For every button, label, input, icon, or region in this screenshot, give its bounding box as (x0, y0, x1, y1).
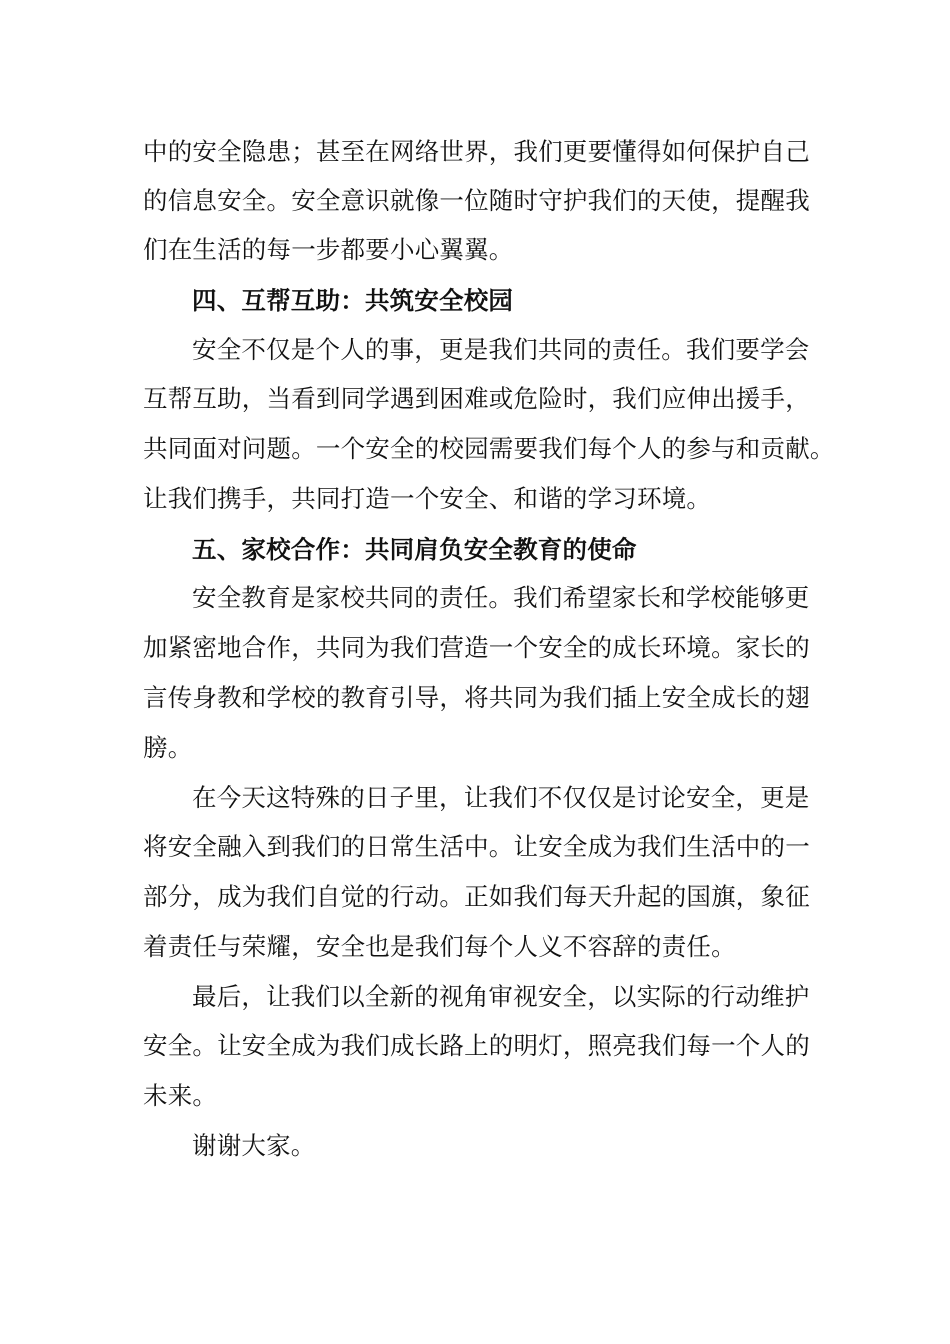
paragraph-line: 膀。 (143, 733, 193, 762)
section-heading-5: 五、家校合作：共同肩负安全教育的使命 (192, 535, 637, 564)
section-heading-4: 四、互帮互助：共筑安全校园 (192, 286, 514, 315)
paragraph-line: 着责任与荣耀，安全也是我们每个人义不容辞的责任。 (143, 932, 736, 961)
paragraph-line: 未来。 (143, 1081, 218, 1110)
paragraph-line: 安全教育是家校共同的责任。我们希望家长和学校能够更 (192, 583, 810, 612)
paragraph-line: 将安全融入到我们的日常生活中。让安全成为我们生活中的一 (143, 832, 810, 861)
paragraph-line: 共同面对问题。一个安全的校园需要我们每个人的参与和贡献。 (143, 434, 835, 463)
paragraph-line: 最后，让我们以全新的视角审视安全，以实际的行动维护 (192, 982, 810, 1011)
paragraph-line: 互帮互助，当看到同学遇到困难或危险时，我们应伸出援手， (143, 384, 810, 413)
paragraph-line: 的信息安全。安全意识就像一位随时守护我们的天使，提醒我 (143, 186, 810, 215)
paragraph-line: 部分，成为我们自觉的行动。正如我们每天升起的国旗，象征 (143, 882, 810, 911)
paragraph-line: 言传身教和学校的教育引导，将共同为我们插上安全成长的翅 (143, 683, 810, 712)
paragraph-line: 们在生活的每一步都要小心翼翼。 (143, 235, 514, 264)
closing-line: 谢谢大家。 (192, 1131, 316, 1160)
paragraph-line: 安全不仅是个人的事，更是我们共同的责任。我们要学会 (192, 335, 810, 364)
paragraph-line: 加紧密地合作，共同为我们营造一个安全的成长环境。家长的 (143, 633, 810, 662)
paragraph-line: 安全。让安全成为我们成长路上的明灯，照亮我们每一个人的 (143, 1031, 810, 1060)
paragraph-line: 在今天这特殊的日子里，让我们不仅仅是讨论安全，更是 (192, 783, 810, 812)
paragraph-line: 让我们携手，共同打造一个安全、和谐的学习环境。 (143, 484, 712, 513)
paragraph-line: 中的安全隐患；甚至在网络世界，我们更要懂得如何保护自己 (143, 137, 810, 166)
